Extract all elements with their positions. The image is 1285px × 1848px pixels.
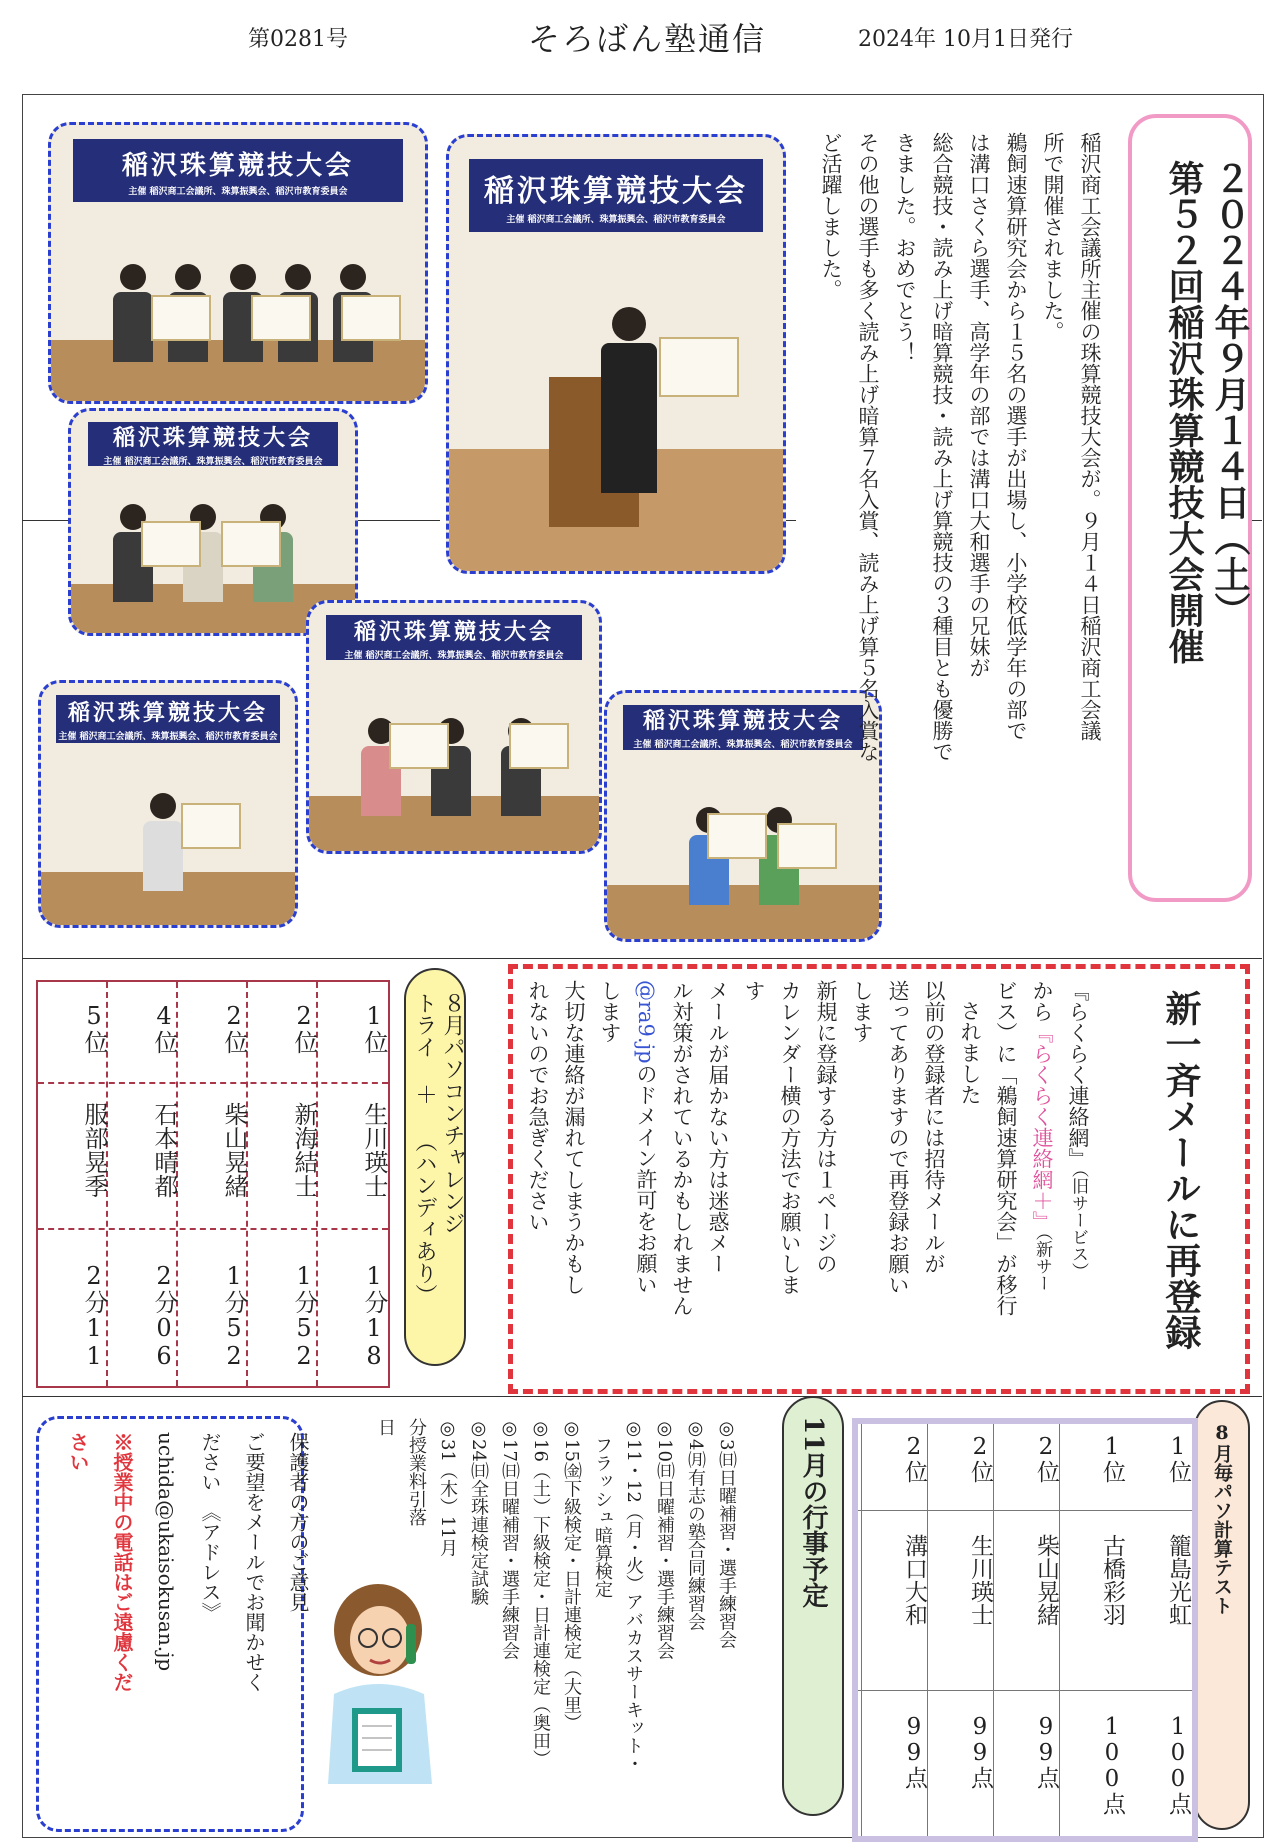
domain-link[interactable]: @ra9.jp — [634, 980, 658, 1064]
article-line: きました。おめでとう！ — [893, 132, 917, 363]
list-item: ◎3㈰日曜補習・選手練習会 — [716, 1418, 737, 1649]
list-item: ◎11・12（月・火）アバカスサーキット・ — [623, 1418, 644, 1773]
table-row: 2位 柴山晃緒 99点 — [993, 1424, 1060, 1836]
table-row: 2位 柴山晃緒 1分52 — [176, 982, 248, 1386]
photo-winner: 稲沢珠算競技大会 主催 稲沢商工会議所、珠算振興会、稲沢市教育委員会 — [446, 134, 786, 574]
list-item: ◎15㈮下級検定・日計連検定（大里） — [561, 1418, 582, 1732]
photo-group — [48, 122, 428, 404]
issue-number: 第0281号 — [248, 27, 348, 52]
list-item: ◎4㈪有志の塾合同練習会 — [685, 1418, 706, 1631]
mail-notice-body: 『らくらく連絡網』（旧サービス） から『らくらく連絡網＋』（新サー ビス）に「鵜飼速算研究会」が移行 されました 以前の登録者には招待メールが 送ってありますので再登録お願い します 新規に登録する方は１ページの カレンダー横の方法でお願いしま す メールが届かない方は迷惑メー ル対策がされているかもしれません @ra9.jpのドメイン許可をお願い します 大切な連絡が漏れてしまうかもし れないのでお急ぎください — [526, 980, 1090, 1316]
list-item: ◎16（土）下級検定・日計連検定（奥田） — [530, 1418, 551, 1768]
list-item: ◎17㈰日曜補習・選手練習会 — [499, 1418, 520, 1660]
table-row: 4位 石本晴都 2分06 — [106, 982, 178, 1386]
list-item: 分授業料引落 — [406, 1418, 427, 1526]
table-row: 1位 生川瑛士 1分18 — [316, 982, 388, 1386]
heading-line: 第５２回稲沢珠算競技大会開催 — [1163, 160, 1204, 664]
pc-challenge-label: トライ ＋ （ハンディあり） ８月パソコンチャレンジ — [404, 968, 466, 1366]
article-line: 稲沢商工会議所主催の珠算競技大会が。９月１４日稲沢商工会議 — [1078, 132, 1102, 741]
newsletter-title: そろばん塾通信 — [528, 20, 767, 58]
photo-pair: 稲沢珠算競技大会 主催 稲沢商工会議所、珠算振興会、稲沢市教育委員会 — [604, 690, 882, 942]
photo-trio: 稲沢珠算競技大会 主催 稲沢商工会議所、珠算振興会、稲沢市教育委員会 — [306, 600, 602, 854]
table-row: 2位 新海結士 1分52 — [246, 982, 318, 1386]
photo-junior: 稲沢珠算競技大会 主催 稲沢商工会議所、珠算振興会、稲沢市教育委員会 — [68, 408, 358, 636]
article-body — [812, 132, 1108, 972]
article-line: 総合競技・読み上げ暗算競技・読み上げ算競技の３種目とも優勝で — [930, 132, 954, 762]
list-item: ◎31（木）11月 — [437, 1418, 458, 1557]
email-address[interactable]: uchida@ukaisokusan.jp — [154, 1432, 178, 1672]
issue-date: 2024年 10月1日発行 — [858, 27, 1073, 52]
list-item: 日 — [375, 1418, 396, 1436]
monthly-test-table — [852, 1418, 1198, 1842]
table-row: 2位 溝口大和 99点 — [861, 1424, 928, 1836]
heading-line: ２０２４年９月１４日（土） — [1209, 160, 1250, 628]
article-line: その他の選手も多く読み上げ暗算７名入賞、読み上げ算５名入賞な — [856, 132, 880, 762]
article-heading — [1160, 160, 1252, 664]
teacher-phone-illustration — [308, 1574, 450, 1784]
divider — [356, 520, 440, 521]
mail-notice-title: 新一斉メールに再登録 — [1160, 990, 1201, 1350]
table-row: 2位 生川瑛士 99点 — [927, 1424, 994, 1836]
list-item: フラッシュ暗算検定 — [592, 1418, 613, 1598]
parents-message: 保護者の方のご意見 ご要望をメールでお聞かせく ださい 《アドレス》 uchida@ukaisokusan.jp ※授業中の電話はご遠慮くだ さい — [56, 1432, 320, 1822]
pc-challenge-table — [36, 980, 390, 1388]
divider — [22, 1396, 1262, 1397]
table-row: 1位 籠島光虹 100点 — [1165, 1434, 1191, 1815]
table-row: 1位 古橋彩羽 100点 — [1059, 1424, 1126, 1836]
article-line: 所で開催されました。 — [1041, 132, 1065, 342]
monthly-test-label: 8月毎パソ計算テスト — [1194, 1400, 1250, 1830]
photo-girl: 稲沢珠算競技大会 主催 稲沢商工会議所、珠算振興会、稲沢市教育委員会 — [38, 680, 298, 928]
photo-banner: 稲沢珠算競技大会 主催 稲沢商工会議所、珠算振興会、稲沢市教育委員会 — [73, 139, 402, 202]
table-row: 5位 服部晃季 2分11 — [36, 982, 108, 1386]
article-line: 鵜飼速算研究会から１５名の選手が出場し、小学校低学年の部で — [1004, 132, 1028, 741]
november-schedule-label: 11月の行事予定 — [782, 1396, 844, 1816]
list-item: ◎10㈰日曜補習・選手練習会 — [654, 1418, 675, 1660]
article-line: は溝口さくら選手、高学年の部では溝口大和選手の兄妹が — [967, 132, 991, 678]
list-item: ◎24㈰全珠連検定試験 — [468, 1418, 489, 1606]
article-line: ど活躍しました。 — [819, 132, 843, 300]
